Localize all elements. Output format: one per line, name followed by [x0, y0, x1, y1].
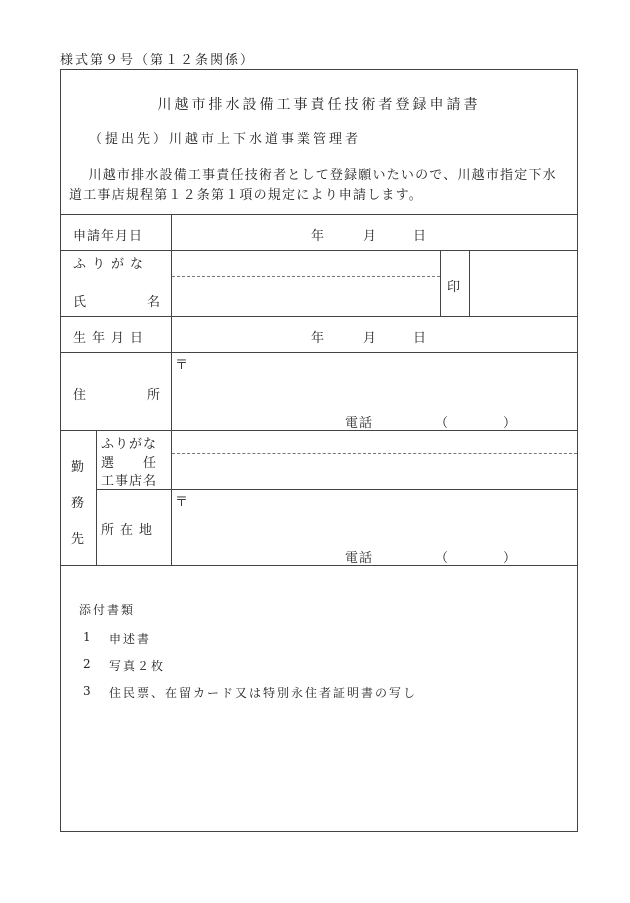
address-label-first: 住 [73, 388, 88, 403]
attachment-number: 3 [83, 684, 91, 698]
application-date-day: 日 [413, 229, 428, 244]
birth-date-day: 日 [413, 331, 428, 346]
label-column-divider [171, 214, 172, 565]
attachment-item: 写真２枚 [109, 659, 166, 673]
workplace-label-3: 先 [71, 532, 86, 547]
seal-mark: 印 [447, 280, 462, 295]
shop-furigana-divider [172, 453, 577, 454]
attachment-item: 住民票、在留カード又は特別永住者証明書の写し [109, 686, 418, 700]
application-statement: 川越市排水設備工事責任技術者として登録願いたいので、川越市指定下水道工事店規程第１２条第１項の規定により申請します。 [69, 168, 557, 203]
address-label-second: 所 [147, 388, 162, 403]
divider [61, 352, 577, 353]
shop-name-label-2: 工事店名 [101, 474, 158, 489]
divider [61, 316, 577, 317]
birth-date-month: 月 [363, 331, 378, 346]
divider [61, 250, 577, 251]
address-phone-open: （ [435, 416, 450, 431]
application-date-label: 申請年月日 [73, 229, 144, 244]
name-label-second: 名 [147, 295, 162, 310]
birth-date-label: 生年月日 [73, 331, 150, 346]
birth-date-year: 年 [311, 331, 326, 346]
divider [61, 214, 577, 215]
application-date-month: 月 [363, 229, 378, 244]
application-form [60, 69, 578, 832]
form-title: 川越市排水設備工事責任技術者登録申請書 [157, 97, 481, 113]
workplace-divider [96, 430, 97, 565]
form-number: 様式第９号（第１２条関係） [60, 53, 256, 68]
shop-furigana-label: ふりがな [101, 437, 158, 452]
seal-divider-right [469, 250, 470, 316]
location-postal-mark: 〒 [175, 495, 190, 510]
address-phone-close: ） [503, 416, 518, 431]
workplace-label-2: 務 [71, 496, 86, 511]
addressee: （提出先）川越市上下水道事業管理者 [89, 132, 362, 147]
location-phone-close: ） [503, 551, 518, 566]
application-date-year: 年 [311, 229, 326, 244]
divider [96, 489, 577, 490]
location-phone-label: 電話 [345, 551, 374, 566]
location-phone-open: （ [435, 551, 450, 566]
attachment-number: 1 [83, 630, 91, 644]
attachment-number: 2 [83, 657, 91, 671]
divider [61, 430, 577, 431]
workplace-label-1: 勤 [71, 460, 86, 475]
furigana-divider [172, 276, 440, 277]
furigana-label: ふりがな [73, 257, 150, 272]
attachments-heading: 添付書類 [79, 603, 136, 617]
name-label-first: 氏 [73, 295, 88, 310]
divider [61, 565, 577, 566]
address-phone-label: 電話 [345, 416, 374, 431]
shop-name-label-1: 選 任 [101, 456, 158, 471]
location-label: 所在地 [101, 523, 159, 538]
address-postal-mark: 〒 [175, 358, 190, 373]
attachment-item: 申述書 [109, 632, 152, 646]
seal-divider-left [440, 250, 441, 316]
